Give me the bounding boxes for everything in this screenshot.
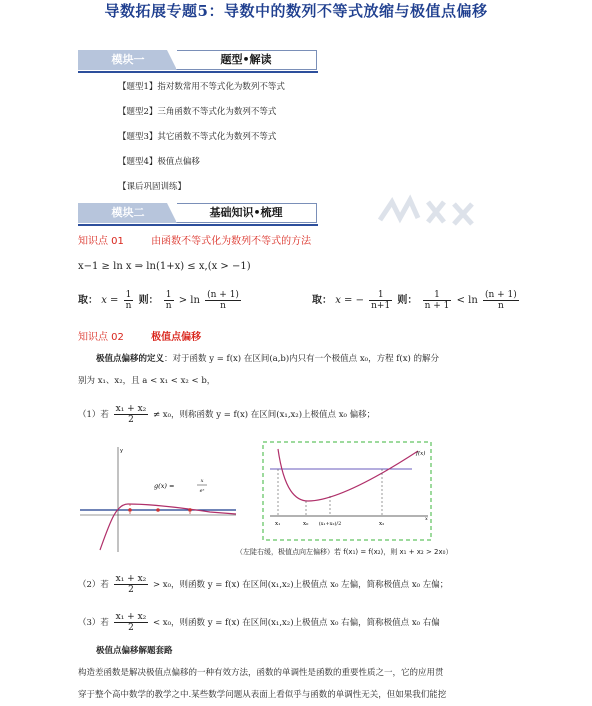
knowledge-point-1 (78, 232, 311, 247)
text: （2）若 (78, 580, 109, 590)
label: 取： (78, 295, 98, 306)
substitution-1 (78, 290, 243, 311)
tick-label: x₀ (303, 521, 309, 527)
method-title: 极值点偏移解题套路 (96, 646, 173, 656)
module-label: 模块一 (78, 50, 178, 70)
method-section (78, 640, 528, 706)
fraction: $\frac{1}{n}$ (125, 290, 132, 311)
fraction: $\frac{(n + 1)}{n}$ (484, 290, 517, 311)
divider (78, 224, 318, 226)
kp-title: 极值点偏移 (151, 332, 202, 343)
function-label-den: eˣ (199, 488, 205, 494)
text: ≠ x₀，则称函数 y = f(x) 在区间(x₁,x₂)上极值点 x₀ 偏移； (152, 410, 376, 420)
kp-title: 由函数不等式化为数列不等式的方法 (151, 236, 312, 247)
tick-label: x₁ (275, 521, 281, 527)
text: > x₀，则函数 y = f(x) 在区间(x₁,x₂)上极值点 x₀ 左偏，简称极值点 x₀ 左偏； (152, 580, 449, 590)
kp-number: 知识点 01 (78, 236, 124, 247)
text: < x₀，则函数 y = f(x) 在区间(x₁,x₂)上极值点 x₀ 右偏，简称极值点 x₀ 右偏 (152, 618, 440, 628)
module-label: 模块二 (78, 203, 178, 223)
label: 取： (312, 295, 332, 306)
label: 则： (138, 295, 159, 306)
toc-item-5[interactable]: 【课后巩固训练】 (118, 182, 187, 192)
inequality: x−1 ≥ ln x ⇒ ln(1+x) ≤ x,(x > −1) (78, 261, 251, 272)
axis-label: x (425, 516, 428, 522)
toc-item-3[interactable]: 【题型3】其它函数不等式化为数列不等式 (118, 132, 277, 142)
fraction: $\frac{\text{x₁ + x₂}}{2}$ (115, 612, 147, 633)
knowledge-point-2 (78, 328, 201, 343)
toc-item-1[interactable]: 【题型1】指对数常用不等式化为数列不等式 (118, 82, 285, 92)
module-banner-1 (78, 50, 318, 70)
label: 则： (397, 295, 418, 306)
def-term: 极值点偏移的定义 (96, 354, 165, 364)
axis-label: y (120, 448, 123, 454)
relation: > ln (178, 295, 200, 306)
tick-label: x₂ (379, 521, 385, 527)
toc-item-2[interactable]: 【题型2】三角函数不等式化为数列不等式 (118, 107, 277, 117)
graph-f (262, 441, 432, 541)
def-text: ：对于函数 y = f(x) 在区间(a,b)内只有一个极值点 x₀，方程 f(x) 的解分 (164, 354, 440, 364)
kp-number: 知识点 02 (78, 332, 124, 343)
method-text: 穿于整个高中数学的教学之中.某些数学问题从表面上看似乎与函数的单调性无关，但如果我们能挖 (78, 690, 447, 700)
function-label: f(x) (416, 451, 426, 457)
definition (78, 348, 528, 392)
fraction: $\frac{(n + 1)}{n}$ (207, 290, 239, 311)
tick-label: (x₁+x₂)/2 (318, 521, 342, 527)
graph-caption: （左陡右缓，极值点向左偏移）若 f(x₁) = f(x₂)，则 x₁ + x₂ > 2x₀） (236, 548, 453, 556)
fraction: $\frac{1}{n + 1}$ (424, 290, 450, 311)
graph-g (80, 442, 238, 552)
fraction: $\frac{1}{n}$ (165, 290, 172, 311)
divider (78, 71, 318, 73)
function-label: g(x) = (154, 482, 175, 490)
module-name: 基础知识•梳理 (176, 203, 317, 223)
def-text: 别为 x₁、x₂，且 a < x₁ < x₂ < b， (78, 376, 216, 386)
case-3 (78, 612, 440, 633)
watermark-logo (370, 190, 490, 230)
text: （1）若 (78, 410, 109, 420)
fraction: $\frac{\text{x₁ + x₂}}{2}$ (115, 404, 147, 425)
fraction: $\frac{1}{n+1}$ (371, 290, 391, 311)
page-title: 导数拓展专题5：导数中的数列不等式放缩与极值点偏移 (104, 2, 488, 20)
fraction: $\frac{\text{x₁ + x₂}}{2}$ (115, 574, 147, 595)
toc-item-4[interactable]: 【题型4】极值点偏移 (118, 157, 200, 167)
relation: < ln (456, 295, 478, 306)
expr: x = (101, 295, 119, 306)
expr: x = − (335, 295, 364, 306)
substitution-2 (312, 290, 521, 311)
method-text: 构造差函数是解决极值点偏移的一种有效方法，函数的单调性是函数的重要性质之一，它的应用贯 (78, 668, 444, 678)
text: （3）若 (78, 618, 109, 628)
case-1 (78, 404, 375, 425)
case-2 (78, 574, 448, 595)
function-label-num: x (200, 478, 204, 484)
module-banner-2 (78, 203, 318, 223)
module-name: 题型•解读 (176, 50, 317, 70)
